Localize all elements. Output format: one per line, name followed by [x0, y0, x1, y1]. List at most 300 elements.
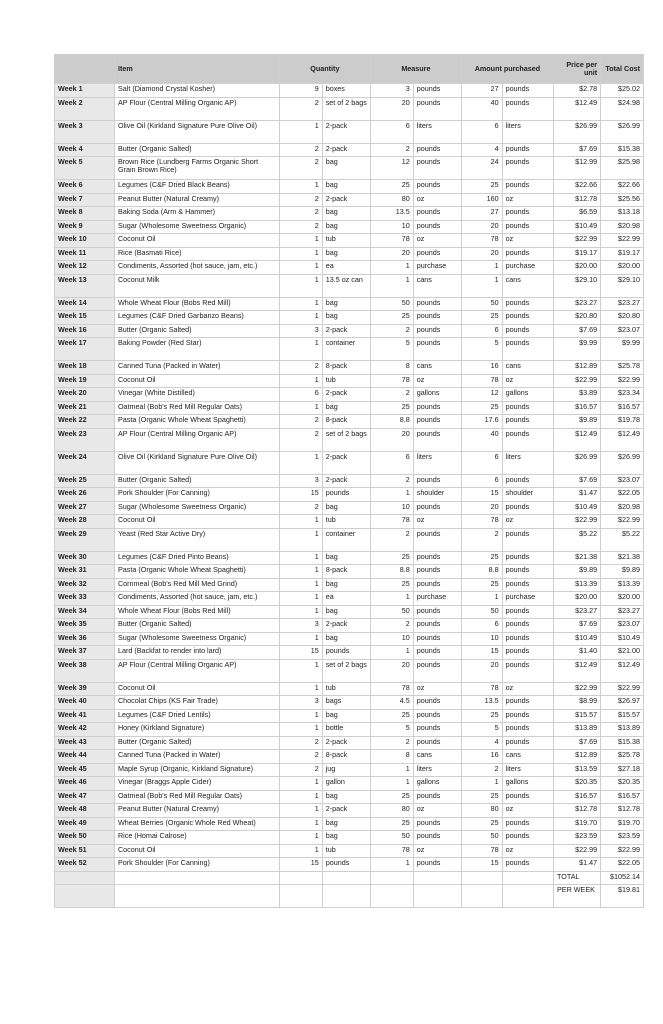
amount-unit-cell: pounds	[502, 578, 553, 592]
measure-unit-cell: pounds	[413, 311, 461, 325]
quantity-unit-cell: 13.5 oz can	[322, 274, 370, 297]
quantity-unit-cell: bag	[322, 180, 370, 194]
total-cell: $25.56	[601, 193, 644, 207]
amount-unit-cell: pounds	[502, 736, 553, 750]
total-cell: $22.05	[601, 858, 644, 872]
amount-unit-cell: pounds	[502, 180, 553, 194]
price-cell: $21.38	[554, 551, 601, 565]
amount-unit-cell: pounds	[502, 619, 553, 633]
item-cell: Brown Rice (Lundberg Farms Organic Short Grain Brown Rice)	[114, 157, 279, 180]
measure-cell: 78	[370, 234, 413, 248]
table-row	[55, 451, 644, 474]
quantity-unit-cell: 2-pack	[322, 619, 370, 633]
amount-cell: 20	[461, 247, 502, 261]
table-row	[55, 551, 644, 565]
price-cell: $20.00	[554, 592, 601, 606]
item-cell: Rice (Basmati Rice)	[114, 247, 279, 261]
total-cell: $15.38	[601, 143, 644, 157]
table-row	[55, 207, 644, 221]
price-cell: $10.49	[554, 220, 601, 234]
measure-unit-cell: pounds	[413, 324, 461, 338]
price-cell: $22.99	[554, 234, 601, 248]
total-cell: $22.99	[601, 682, 644, 696]
price-cell: $7.69	[554, 474, 601, 488]
measure-unit-cell: oz	[413, 193, 461, 207]
measure-cell: 78	[370, 844, 413, 858]
amount-cell: 78	[461, 234, 502, 248]
price-cell: $22.99	[554, 374, 601, 388]
total-cell: $23.07	[601, 619, 644, 633]
item-cell: Wheat Berries (Organic Whole Red Wheat)	[114, 817, 279, 831]
measure-cell: 25	[370, 311, 413, 325]
measure-unit-cell: pounds	[413, 817, 461, 831]
total-cell: $9.89	[601, 565, 644, 579]
amount-cell: 40	[461, 97, 502, 120]
table-row	[55, 428, 644, 451]
quantity-cell: 1	[279, 451, 322, 474]
quantity-cell: 1	[279, 551, 322, 565]
week-cell: Week 43	[55, 736, 115, 750]
item-cell: Salt (Diamond Crystal Kosher)	[114, 84, 279, 98]
quantity-cell: 1	[279, 311, 322, 325]
measure-cell: 10	[370, 632, 413, 646]
quantity-unit-cell: bag	[322, 501, 370, 515]
week-cell: Week 28	[55, 515, 115, 529]
measure-unit-cell: oz	[413, 804, 461, 818]
quantity-unit-cell: 2-pack	[322, 193, 370, 207]
amount-cell: 25	[461, 790, 502, 804]
measure-unit-cell: pounds	[413, 297, 461, 311]
week-cell: Week 12	[55, 261, 115, 275]
quantity-unit-cell: bags	[322, 696, 370, 710]
quantity-unit-cell: jug	[322, 763, 370, 777]
amount-unit-cell: oz	[502, 193, 553, 207]
price-cell: $12.89	[554, 361, 601, 375]
item-cell: Maple Syrup (Organic, Kirkland Signature)	[114, 763, 279, 777]
quantity-unit-cell: set of 2 bags	[322, 659, 370, 682]
amount-unit-cell: pounds	[502, 143, 553, 157]
quantity-unit-cell: 8-pack	[322, 565, 370, 579]
amount-cell: 78	[461, 374, 502, 388]
measure-cell: 25	[370, 401, 413, 415]
total-cell: $25.78	[601, 750, 644, 764]
price-cell: $3.89	[554, 388, 601, 402]
quantity-cell: 1	[279, 274, 322, 297]
total-cell: $22.99	[601, 515, 644, 529]
amount-cell: 20	[461, 659, 502, 682]
measure-cell: 20	[370, 428, 413, 451]
total-value: $1052.14	[601, 871, 644, 885]
quantity-cell: 15	[279, 646, 322, 660]
amount-cell: 6	[461, 120, 502, 143]
week-cell: Week 41	[55, 709, 115, 723]
quantity-cell: 2	[279, 193, 322, 207]
quantity-unit-cell: bag	[322, 632, 370, 646]
measure-cell: 2	[370, 528, 413, 551]
measure-cell: 13.5	[370, 207, 413, 221]
table-row	[55, 388, 644, 402]
table-row	[55, 193, 644, 207]
item-cell: Condiments, Assorted (hot sauce, jam, etc.)	[114, 592, 279, 606]
measure-unit-cell: oz	[413, 374, 461, 388]
measure-unit-cell: oz	[413, 844, 461, 858]
total-cell: $21.00	[601, 646, 644, 660]
total-cell: $22.05	[601, 488, 644, 502]
amount-unit-cell: pounds	[502, 324, 553, 338]
item-cell: Butter (Organic Salted)	[114, 143, 279, 157]
measure-unit-cell: liters	[413, 120, 461, 143]
amount-unit-cell: oz	[502, 682, 553, 696]
quantity-cell: 1	[279, 247, 322, 261]
total-cell: $26.99	[601, 120, 644, 143]
item-cell: Olive Oil (Kirkland Signature Pure Olive Oil)	[114, 451, 279, 474]
amount-unit-cell: pounds	[502, 311, 553, 325]
amount-cell: 78	[461, 844, 502, 858]
item-cell: Butter (Organic Salted)	[114, 736, 279, 750]
item-cell: Pork Shoulder (For Canning)	[114, 858, 279, 872]
quantity-unit-cell: bag	[322, 709, 370, 723]
quantity-unit-cell: 2-pack	[322, 120, 370, 143]
amount-unit-cell: liters	[502, 763, 553, 777]
week-cell: Week 35	[55, 619, 115, 633]
header-week	[55, 55, 115, 84]
week-cell: Week 38	[55, 659, 115, 682]
amount-unit-cell: pounds	[502, 501, 553, 515]
amount-unit-cell: pounds	[502, 401, 553, 415]
week-cell: Week 46	[55, 777, 115, 791]
amount-cell: 6	[461, 451, 502, 474]
item-cell: Whole Wheat Flour (Bobs Red Mill)	[114, 605, 279, 619]
measure-cell: 8	[370, 750, 413, 764]
measure-cell: 5	[370, 338, 413, 361]
measure-unit-cell: pounds	[413, 858, 461, 872]
table-row	[55, 311, 644, 325]
measure-unit-cell: pounds	[413, 646, 461, 660]
week-cell: Week 30	[55, 551, 115, 565]
measure-cell: 1	[370, 777, 413, 791]
price-cell: $12.49	[554, 97, 601, 120]
measure-unit-cell: pounds	[413, 428, 461, 451]
amount-unit-cell: liters	[502, 451, 553, 474]
table-row	[55, 338, 644, 361]
total-cell: $20.00	[601, 592, 644, 606]
total-cell: $12.78	[601, 804, 644, 818]
quantity-cell: 2	[279, 361, 322, 375]
total-cell: $12.49	[601, 659, 644, 682]
total-cell: $22.99	[601, 234, 644, 248]
measure-cell: 50	[370, 297, 413, 311]
measure-cell: 25	[370, 180, 413, 194]
total-cell: $5.22	[601, 528, 644, 551]
amount-unit-cell: pounds	[502, 157, 553, 180]
quantity-cell: 1	[279, 592, 322, 606]
price-cell: $12.78	[554, 193, 601, 207]
measure-cell: 1	[370, 646, 413, 660]
measure-cell: 50	[370, 605, 413, 619]
quantity-unit-cell: bag	[322, 247, 370, 261]
amount-unit-cell: oz	[502, 515, 553, 529]
price-cell: $29.10	[554, 274, 601, 297]
item-cell: Legumes (C&F Dried Black Beans)	[114, 180, 279, 194]
quantity-unit-cell: boxes	[322, 84, 370, 98]
quantity-unit-cell: 2-pack	[322, 736, 370, 750]
item-cell: Coconut Oil	[114, 515, 279, 529]
measure-unit-cell: cans	[413, 750, 461, 764]
item-cell: Legumes (C&F Dried Pinto Beans)	[114, 551, 279, 565]
price-cell: $22.99	[554, 682, 601, 696]
measure-cell: 1	[370, 858, 413, 872]
measure-cell: 2	[370, 619, 413, 633]
quantity-cell: 2	[279, 97, 322, 120]
amount-unit-cell: pounds	[502, 528, 553, 551]
price-cell: $5.22	[554, 528, 601, 551]
amount-cell: 25	[461, 578, 502, 592]
quantity-cell: 1	[279, 831, 322, 845]
week-cell: Week 10	[55, 234, 115, 248]
quantity-unit-cell: ea	[322, 592, 370, 606]
amount-cell: 1	[461, 274, 502, 297]
quantity-unit-cell: 2-pack	[322, 474, 370, 488]
amount-cell: 20	[461, 501, 502, 515]
table-row	[55, 401, 644, 415]
week-cell: Week 49	[55, 817, 115, 831]
quantity-unit-cell: tub	[322, 234, 370, 248]
week-cell: Week 51	[55, 844, 115, 858]
total-cell: $25.78	[601, 361, 644, 375]
quantity-unit-cell: set of 2 bags	[322, 428, 370, 451]
quantity-unit-cell: container	[322, 338, 370, 361]
total-cell: $20.98	[601, 220, 644, 234]
item-cell: Lard (Backfat to render into lard)	[114, 646, 279, 660]
amount-unit-cell: pounds	[502, 428, 553, 451]
measure-unit-cell: pounds	[413, 157, 461, 180]
measure-unit-cell: pounds	[413, 619, 461, 633]
table-row	[55, 790, 644, 804]
quantity-unit-cell: 8-pack	[322, 750, 370, 764]
quantity-unit-cell: bag	[322, 207, 370, 221]
table-row	[55, 858, 644, 872]
quantity-cell: 3	[279, 696, 322, 710]
table-row	[55, 817, 644, 831]
table-row	[55, 578, 644, 592]
week-cell: Week 27	[55, 501, 115, 515]
price-cell: $12.89	[554, 750, 601, 764]
table-row	[55, 515, 644, 529]
measure-cell: 78	[370, 374, 413, 388]
total-label: TOTAL	[554, 871, 601, 885]
quantity-cell: 9	[279, 84, 322, 98]
total-cell: $19.70	[601, 817, 644, 831]
price-cell: $6.59	[554, 207, 601, 221]
item-cell: Pasta (Organic Whole Wheat Spaghetti)	[114, 565, 279, 579]
measure-unit-cell: cans	[413, 361, 461, 375]
total-cell: $19.17	[601, 247, 644, 261]
item-cell: Whole Wheat Flour (Bobs Red Mill)	[114, 297, 279, 311]
item-cell: Vinegar (White Distilled)	[114, 388, 279, 402]
table-row	[55, 605, 644, 619]
amount-unit-cell: pounds	[502, 415, 553, 429]
table-row	[55, 84, 644, 98]
total-cell: $22.99	[601, 374, 644, 388]
amount-unit-cell: oz	[502, 804, 553, 818]
amount-cell: 25	[461, 817, 502, 831]
measure-unit-cell: pounds	[413, 736, 461, 750]
table-row	[55, 247, 644, 261]
item-cell: Olive Oil (Kirkland Signature Pure Olive Oil)	[114, 120, 279, 143]
total-cell: $19.78	[601, 415, 644, 429]
measure-cell: 2	[370, 324, 413, 338]
amount-unit-cell: cans	[502, 274, 553, 297]
measure-unit-cell: liters	[413, 451, 461, 474]
price-cell: $8.99	[554, 696, 601, 710]
item-cell: Butter (Organic Salted)	[114, 474, 279, 488]
week-cell: Week 48	[55, 804, 115, 818]
quantity-cell: 1	[279, 578, 322, 592]
week-cell: Week 21	[55, 401, 115, 415]
quantity-cell: 1	[279, 804, 322, 818]
table-row	[55, 804, 644, 818]
price-cell: $22.99	[554, 844, 601, 858]
measure-cell: 4.5	[370, 696, 413, 710]
item-cell: Canned Tuna (Packed in Water)	[114, 361, 279, 375]
measure-unit-cell: pounds	[413, 501, 461, 515]
amount-unit-cell: pounds	[502, 207, 553, 221]
week-cell: Week 20	[55, 388, 115, 402]
total-cell: $23.07	[601, 474, 644, 488]
header-price-per-unit: Price per unit	[554, 55, 601, 84]
item-cell: Coconut Oil	[114, 844, 279, 858]
quantity-cell: 15	[279, 858, 322, 872]
item-cell: Butter (Organic Salted)	[114, 324, 279, 338]
quantity-cell: 2	[279, 501, 322, 515]
table-row	[55, 592, 644, 606]
header-quantity: Quantity	[279, 55, 370, 84]
week-cell: Week 22	[55, 415, 115, 429]
header-row	[55, 55, 644, 84]
amount-cell: 5	[461, 338, 502, 361]
measure-cell: 8.8	[370, 415, 413, 429]
price-cell: $12.99	[554, 157, 601, 180]
amount-cell: 50	[461, 605, 502, 619]
amount-cell: 27	[461, 207, 502, 221]
quantity-cell: 1	[279, 723, 322, 737]
quantity-cell: 3	[279, 324, 322, 338]
measure-unit-cell: pounds	[413, 180, 461, 194]
measure-cell: 8.8	[370, 565, 413, 579]
quantity-unit-cell: pounds	[322, 488, 370, 502]
week-cell: Week 23	[55, 428, 115, 451]
table-row	[55, 220, 644, 234]
measure-unit-cell: pounds	[413, 565, 461, 579]
quantity-cell: 1	[279, 234, 322, 248]
amount-unit-cell: pounds	[502, 696, 553, 710]
measure-cell: 1	[370, 261, 413, 275]
total-cell: $22.99	[601, 844, 644, 858]
table-row	[55, 619, 644, 633]
item-cell: Coconut Milk	[114, 274, 279, 297]
table-row	[55, 750, 644, 764]
week-cell: Week 40	[55, 696, 115, 710]
quantity-unit-cell: container	[322, 528, 370, 551]
quantity-unit-cell: bottle	[322, 723, 370, 737]
table-row	[55, 736, 644, 750]
measure-cell: 1	[370, 488, 413, 502]
item-cell: Coconut Oil	[114, 234, 279, 248]
amount-unit-cell: pounds	[502, 632, 553, 646]
measure-unit-cell: oz	[413, 515, 461, 529]
per-week-label: PER WEEK	[554, 885, 601, 908]
measure-unit-cell: pounds	[413, 143, 461, 157]
quantity-cell: 1	[279, 401, 322, 415]
total-cell: $25.02	[601, 84, 644, 98]
measure-unit-cell: pounds	[413, 415, 461, 429]
total-cell: $9.99	[601, 338, 644, 361]
amount-unit-cell: pounds	[502, 297, 553, 311]
header-item: Item	[114, 55, 279, 84]
total-cell: $20.80	[601, 311, 644, 325]
quantity-unit-cell: bag	[322, 578, 370, 592]
table-row	[55, 763, 644, 777]
week-cell: Week 2	[55, 97, 115, 120]
table-row	[55, 261, 644, 275]
price-cell: $9.99	[554, 338, 601, 361]
amount-cell: 40	[461, 428, 502, 451]
amount-cell: 2	[461, 528, 502, 551]
per-week-value: $19.81	[601, 885, 644, 908]
measure-unit-cell: pounds	[413, 790, 461, 804]
table-row	[55, 143, 644, 157]
total-cell: $20.98	[601, 501, 644, 515]
amount-unit-cell: purchase	[502, 261, 553, 275]
week-cell: Week 33	[55, 592, 115, 606]
table-row	[55, 415, 644, 429]
table-row	[55, 297, 644, 311]
week-cell: Week 26	[55, 488, 115, 502]
table-row	[55, 274, 644, 297]
price-cell: $1.47	[554, 488, 601, 502]
price-cell: $7.69	[554, 736, 601, 750]
quantity-cell: 1	[279, 528, 322, 551]
quantity-cell: 1	[279, 777, 322, 791]
quantity-unit-cell: bag	[322, 297, 370, 311]
measure-cell: 1	[370, 592, 413, 606]
quantity-unit-cell: pounds	[322, 646, 370, 660]
week-cell: Week 44	[55, 750, 115, 764]
amount-unit-cell: pounds	[502, 817, 553, 831]
measure-unit-cell: shoulder	[413, 488, 461, 502]
measure-cell: 78	[370, 682, 413, 696]
quantity-cell: 1	[279, 374, 322, 388]
measure-unit-cell: pounds	[413, 659, 461, 682]
week-cell: Week 39	[55, 682, 115, 696]
amount-unit-cell: oz	[502, 234, 553, 248]
quantity-cell: 2	[279, 157, 322, 180]
table-row	[55, 723, 644, 737]
measure-unit-cell: oz	[413, 234, 461, 248]
quantity-cell: 2	[279, 750, 322, 764]
quantity-cell: 1	[279, 709, 322, 723]
quantity-cell: 1	[279, 338, 322, 361]
total-cell: $23.07	[601, 324, 644, 338]
amount-cell: 160	[461, 193, 502, 207]
price-cell: $12.49	[554, 659, 601, 682]
quantity-unit-cell: bag	[322, 551, 370, 565]
amount-cell: 12	[461, 388, 502, 402]
amount-cell: 50	[461, 297, 502, 311]
table-row	[55, 659, 644, 682]
measure-unit-cell: pounds	[413, 551, 461, 565]
amount-cell: 15	[461, 646, 502, 660]
